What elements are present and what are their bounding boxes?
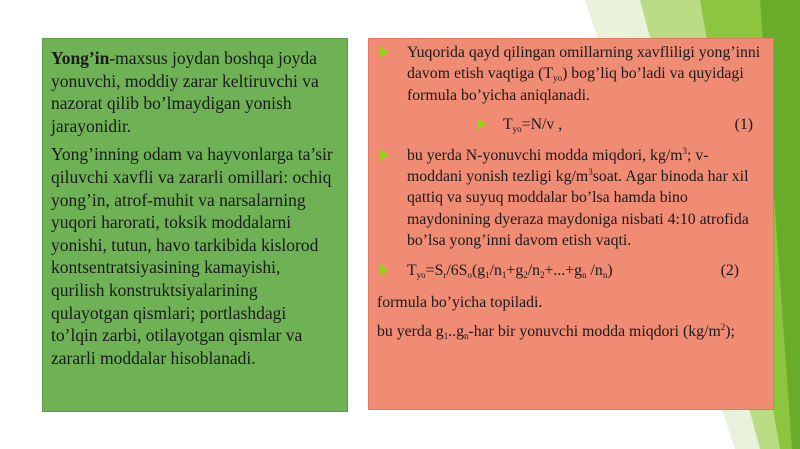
variable-explanation: bu yerda $g_1..g_n$-har bir yonuvchi modda miqdori $(kg/m^2)$; bbox=[377, 322, 735, 342]
left-definition-panel bbox=[42, 38, 348, 412]
formula-1: $T_{yo}=N/v$ , (1) bbox=[377, 114, 763, 135]
triangle-bullet-icon bbox=[380, 264, 389, 276]
equation-number-2: (2) bbox=[720, 261, 739, 279]
equation-number-1: (1) bbox=[734, 116, 753, 134]
triangle-bullet-icon bbox=[380, 46, 389, 58]
definition-term: Yong’in bbox=[51, 48, 110, 68]
bullet-item-1: Yuqorida qayd qilingan omillarning xavfliligi yong’inni davom etish vaqtiga $(T_{yo})$ bog’liq bo’ladi va quyidagi formula bo’yicha aniqlanadi. bbox=[377, 42, 763, 106]
definition-paragraph bbox=[51, 47, 337, 137]
bullet-item-2: bu yerda N-yonuvchi modda miqdori, $kg/m^3$; v-moddani yonish tezligi $kg/m^3soat$. Agar binoda har xil qattiq va suyuq moddalar bo’lsa hamda bino maydonining dyeraza maydoniga nisbati 4:10 atrofida bo’lsa yong’inni davom etish vaqti. bbox=[377, 145, 763, 252]
definition-text: -maxsus joydan boshqa joyda yonuvchi, moddiy zarar keltiruvchi va nazorat qilib bo’lmaydigan yonish jarayonidir. bbox=[51, 48, 319, 136]
hazards-paragraph: Yong’inning odam va hayvonlarga ta’sir qiluvchi xavfli va zararli omillari: ochiq yong’in, atrof-muhit va narsalarning yuqori harorati, toksik moddalarni yonishi, tutun, havo tarkibida kislorod kontsentratsiyasining kamayishi, qurilish konstruktsiyalarining qulayotgan qismlari; portlashdagi to’lqin zarbi, otilayotgan qismlar va zararli moddalar hisoblanadi. bbox=[51, 144, 333, 368]
formula-note: formula bo’yicha topiladi. bbox=[377, 294, 543, 312]
right-formula-panel bbox=[368, 38, 774, 410]
formula-2: $T_{yo}=S_r/6S_o(g_1/n_1+g_2/n_2+...+g_n$ $/n_n$) (2) bbox=[377, 260, 763, 281]
triangle-bullet-icon bbox=[380, 149, 389, 161]
triangle-bullet-icon bbox=[477, 118, 486, 130]
